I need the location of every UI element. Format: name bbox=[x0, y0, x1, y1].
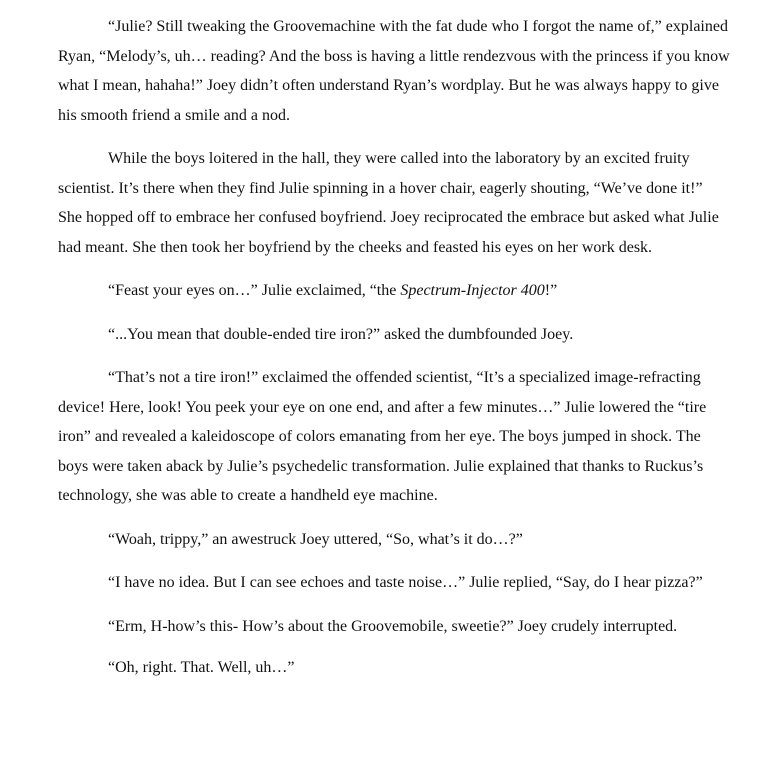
paragraph-5: “That’s not a tire iron!” exclaimed the offended scientist, “It’s a specialized image-refracting device! Here, look! You peek your eye on one end, and after a few minutes…” Julie lowered the “tire iron” and revealed a kaleidoscope of colors emanating from her eye. The boys jumped in shock. The boys were taken aback by Julie’s psychedelic transformation. Julie explained that thanks to Ruckus’s technology, she was able to create a handheld eye machine. bbox=[58, 369, 707, 504]
paragraph-7: “I have no idea. But I can see echoes and taste noise…” Julie replied, “Say, do I hear pizza?” bbox=[108, 574, 703, 591]
paragraph-4: “...You mean that double-ended tire iron?” asked the dumbfounded Joey. bbox=[108, 325, 574, 343]
paragraph-3-before: “Feast your eyes on…” Julie exclaimed, “the bbox=[108, 282, 401, 299]
document-page bbox=[58, 12, 730, 695]
paragraph-1: “Julie? Still tweaking the Groovemachine with the fat dude who I forgot the name of,” explained Ryan, “Melody’s, uh… reading? And the boss is having a little rendezvous with the princess if you know what I mean, hahaha!” Joey didn’t often understand Ryan’s wordplay. But he was always happy to give his smooth friend a smile and a nod. bbox=[58, 18, 730, 124]
paragraph-8: “Erm, H-how’s this- How’s about the Groovemobile, sweetie?” Joey crudely interrupted. bbox=[108, 617, 678, 635]
paragraph-3-after: !” bbox=[544, 282, 558, 299]
paragraph-3 bbox=[58, 276, 730, 306]
paragraph-9: “Oh, right. That. Well, uh…” bbox=[108, 659, 295, 676]
device-name-emphasis: Spectrum-Injector 400 bbox=[400, 282, 545, 299]
paragraph-2: While the boys loitered in the hall, they were called into the laboratory by an excited fruity scientist. It’s there when they find Julie spinning in a hover chair, eagerly shouting, “We’ve done it!” She hopped off to embrace her confused boyfriend. Joey reciprocated the embrace but asked what Julie had meant. She then took her boyfriend by the cheeks and feasted his eyes on her work desk. bbox=[58, 150, 719, 256]
paragraph-6: “Woah, trippy,” an awestruck Joey uttered, “So, what’s it do…?” bbox=[108, 530, 523, 548]
